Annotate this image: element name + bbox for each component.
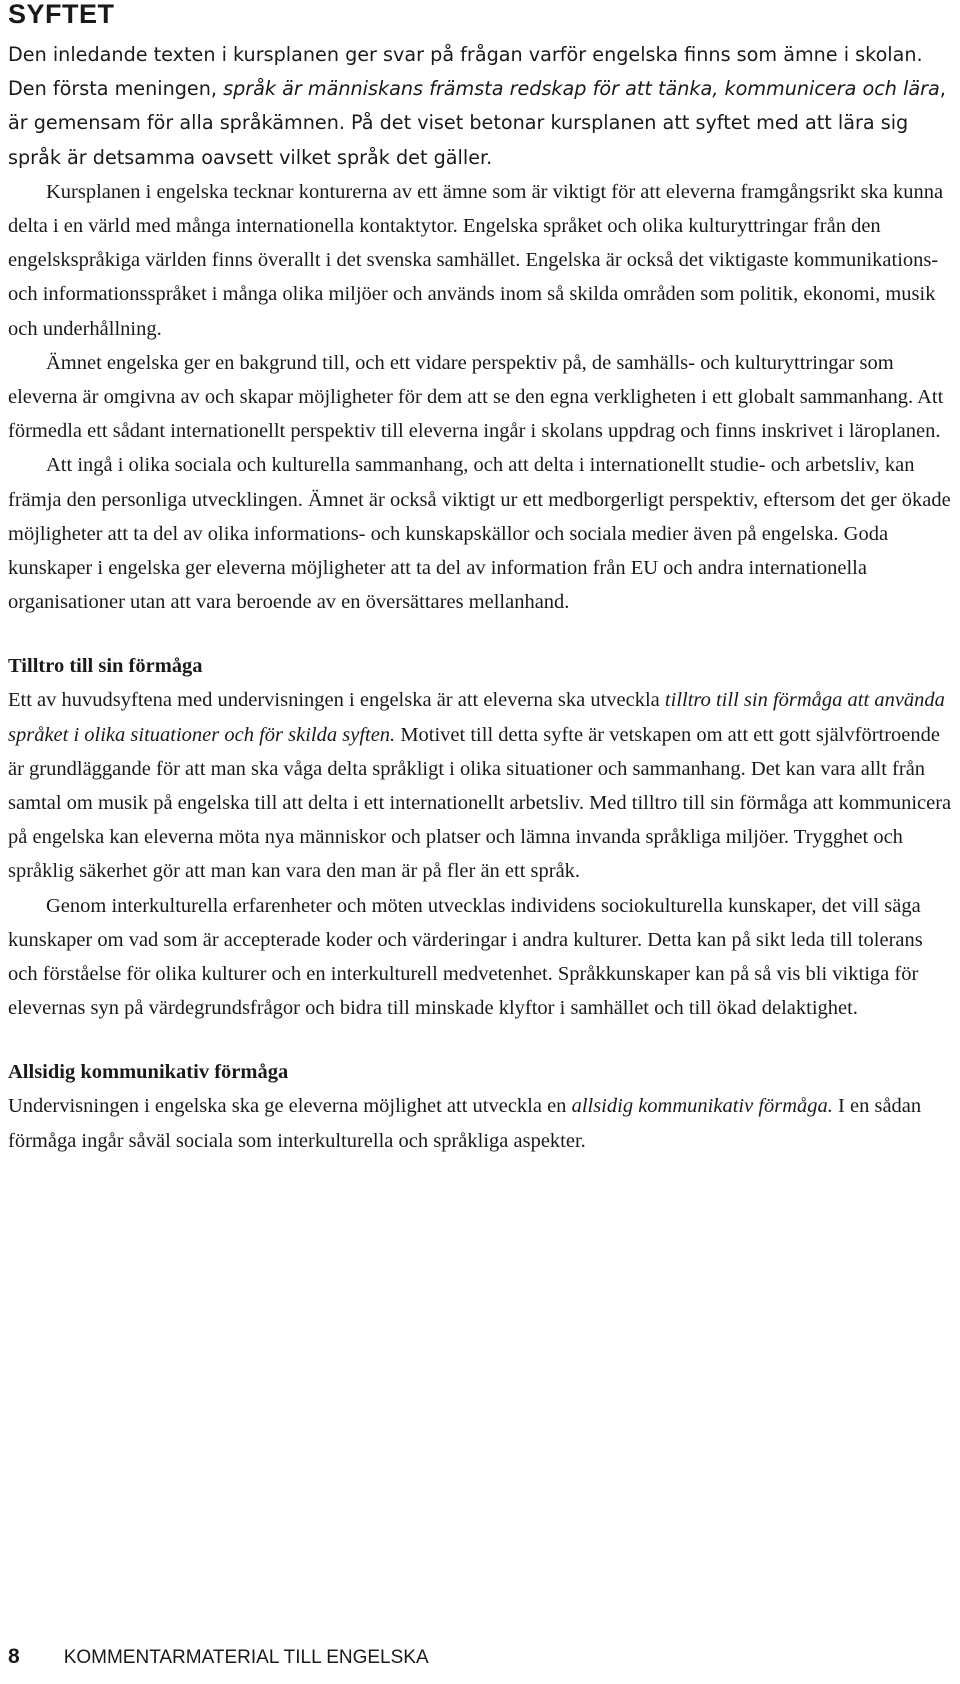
paragraph-tilltro-1-text-b: Motivet till detta syfte är vetskapen om att ett gott självförtroende är grundläggande för att man ska våga delta språkligt i olika situationer och sammanhang. Det kan vara allt från samtal om musik på engelska till att delta i ett internationellt arbetsliv. Med tilltro till sin förmåga att kommunicera på engelska kan eleverna möta nya människor och platser och lämna invanda språkliga miljöer. Trygghet och språklig säkerhet gör att man kan vara den man är på fler än ett språk. bbox=[8, 723, 952, 883]
paragraph-allsidig bbox=[8, 1089, 953, 1157]
heading-allsidig: Allsidig kommunikativ förmåga bbox=[8, 1061, 289, 1084]
paragraph-intro-text-a: Den inledande texten i kursplanen ger svar på frågan varför engelska finns som ämne i skolan. Den första meningen, bbox=[8, 43, 923, 101]
paragraph-global-perspective: Ämnet engelska ger en bakgrund till, och ett vidare perspektiv på, de samhälls- och kulturyttringar som eleverna är omgivna av och skapar möjligheter för dem att se den egna verkligheten i ett globalt sammanhang. Att förmedla ett sådant internationellt perspektiv till eleverna ingår i skolans uppdrag och finns inskrivet i läroplanen. bbox=[8, 351, 944, 443]
paragraph-intro-text-b: , är gemensam för alla språkämnen. På det viset betonar kursplanen att syftet med att lära sig språk är detsamma oavsett vilket språk det gäller. bbox=[8, 77, 946, 169]
paragraph-allsidig-text-b: I en sådan förmåga ingår såväl sociala som interkulturella och språkliga aspekter. bbox=[8, 1095, 922, 1152]
page-number: 8 bbox=[8, 1645, 20, 1668]
paragraph-intro bbox=[8, 38, 953, 175]
paragraph-contact-surfaces: Kursplanen i engelska tecknar konturerna av ett ämne som är viktigt för att eleverna framgångsrikt ska kunna delta i en värld med många internationella kontaktytor. Engelska språket och olika kulturyttringar från den engelskspråkiga världen finns överallt i det svenska samhället. Engelska är också det viktigaste kommunikations- och informationsspråket i många olika miljöer och används inom så skilda områden som politik, ekonomi, musik och underhållning. bbox=[8, 180, 944, 340]
running-title: KOMMENTARMATERIAL TILL ENGELSKA bbox=[63, 1647, 429, 1668]
paragraph-tilltro-1-text-a: Ett av huvudsyftena med undervisningen i engelska är att eleverna ska utveckla bbox=[8, 689, 665, 712]
paragraph-social-contexts: Att ingå i olika sociala och kulturella sammanhang, och att delta i internationellt studie- och arbetsliv, kan främja den personliga utvecklingen. Ämnet är också viktigt ur ett medborgerligt perspektiv, eftersom det ger ökade möjligheter att ta del av olika informations- och kunskapskällor och sociala medier även på engelska. Goda kunskaper i engelska ger eleverna möjligheter att ta del av information från EU och andra internationella organisationer utan att vara beroende av en översättares mellanhand. bbox=[8, 454, 951, 614]
paragraph-intro-quote: språk är människans främsta redskap för att tänka, kommunicera och lära bbox=[223, 77, 940, 101]
page-footer bbox=[8, 1645, 429, 1670]
paragraph-allsidig-text-a: Undervisningen i engelska ska ge eleverna möjlighet att utveckla en bbox=[8, 1095, 572, 1118]
document-page bbox=[8, 0, 953, 1158]
heading-tilltro: Tilltro till sin förmåga bbox=[8, 655, 203, 678]
section-title: SYFTET bbox=[8, 0, 115, 29]
paragraph-tilltro-1-emphasis: tilltro till sin förmåga att använda språket i olika situationer och för skilda syften. bbox=[8, 689, 945, 746]
paragraph-tilltro-1 bbox=[8, 683, 953, 888]
paragraph-allsidig-emphasis: allsidig kommunikativ förmåga. bbox=[571, 1095, 833, 1118]
paragraph-tilltro-2: Genom interkulturella erfarenheter och möten utvecklas individens sociokulturella kunskaper, det vill säga kunskaper om vad som är accepterade koder och värderingar i andra kulturer. Detta kan på sikt leda till tolerans och förståelse för olika kulturer och en interkulturell medvetenhet. Språkkunskaper kan på så vis bli viktiga för elevernas syn på värdegrundsfrågor och bidra till minskade klyftor i samhället och till ökad delaktighet. bbox=[8, 894, 923, 1020]
